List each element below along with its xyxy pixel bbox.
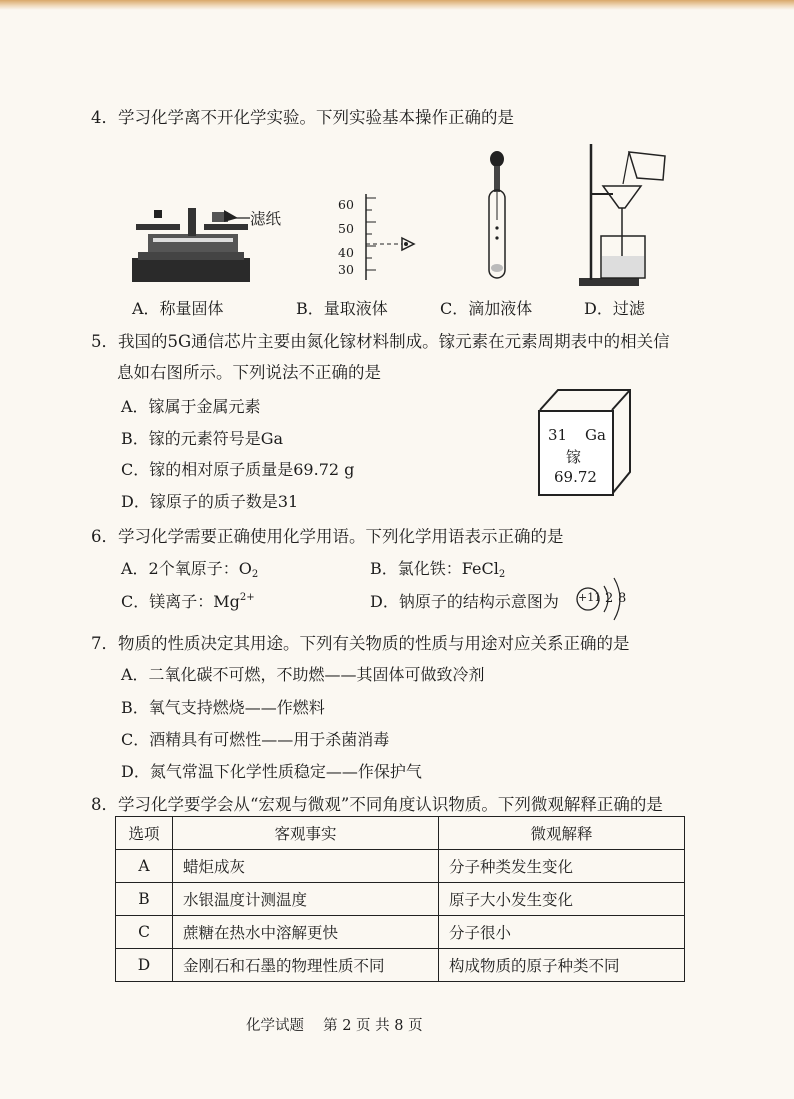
header-option: 选项 xyxy=(116,817,173,850)
row-a-label: A xyxy=(116,850,173,883)
q7-option-c: C．酒精具有可燃性——用于杀菌消毒 xyxy=(121,730,390,749)
row-d-explanation: 构成物质的原子种类不同 xyxy=(439,949,685,982)
table-header-row xyxy=(116,817,685,850)
q7-stem: 7．物质的性质决定其用途。下列有关物质的性质与用途对应关系正确的是 xyxy=(91,634,630,653)
balance-illustration xyxy=(128,200,258,285)
page-edge xyxy=(0,0,794,10)
table-row xyxy=(116,850,685,883)
header-fact: 客观事实 xyxy=(173,817,439,850)
q5-option-a: A．镓属于金属元素 xyxy=(121,397,261,416)
q5-option-d: D．镓原子的质子数是31 xyxy=(121,492,299,511)
sodium-shell-2: 8 xyxy=(618,591,627,606)
tick-40: 40 xyxy=(338,245,354,260)
filter-paper-label: 滤纸 xyxy=(250,210,282,228)
q6-option-a: A．2个氧原子：$O_2$ xyxy=(121,559,259,580)
element-name: 镓 xyxy=(566,448,582,466)
q8-stem: 8．学习化学要学会从“宏观与微观”不同角度认识物质。下列微观解释正确的是 xyxy=(91,795,663,814)
row-b-label: B xyxy=(116,883,173,916)
q6-option-b: B．氯化铁：FeCl$_2$ xyxy=(370,559,506,580)
element-number: 31 xyxy=(548,426,568,444)
filtration-apparatus xyxy=(575,140,675,288)
tick-50: 50 xyxy=(338,221,354,236)
q4-option-a: A．称量固体 xyxy=(132,299,224,318)
row-b-explanation: 原子大小发生变化 xyxy=(439,883,685,916)
q6-option-d: D．钠原子的结构示意图为 xyxy=(370,592,559,611)
row-b-fact: 水银温度计测温度 xyxy=(173,883,439,916)
row-d-label: D xyxy=(116,949,173,982)
filter-paper-pointer xyxy=(230,215,252,221)
row-d-fact: 金刚石和石墨的物理性质不同 xyxy=(173,949,439,982)
row-a-explanation: 分子种类发生变化 xyxy=(439,850,685,883)
row-c-explanation: 分子很小 xyxy=(439,916,685,949)
q8-table xyxy=(115,816,685,982)
sodium-nucleus: +11 xyxy=(578,591,602,604)
table-row xyxy=(116,883,685,916)
row-a-fact: 蜡炬成灰 xyxy=(173,850,439,883)
tick-60: 60 xyxy=(338,197,354,212)
q4-stem: 4．学习化学离不开化学实验。下列实验基本操作正确的是 xyxy=(91,108,514,127)
sodium-shell-1: 2 xyxy=(605,591,614,606)
q7-option-a: A．二氧化碳不可燃，不助燃——其固体可做致冷剂 xyxy=(121,665,485,684)
element-mass: 69.72 xyxy=(554,468,597,486)
q4-option-b: B．量取液体 xyxy=(296,299,388,318)
q4-option-d: D．过滤 xyxy=(584,299,645,318)
q5-option-b: B．镓的元素符号是Ga xyxy=(121,429,284,448)
row-c-fact: 蔗糖在热水中溶解更快 xyxy=(173,916,439,949)
row-c-label: C xyxy=(116,916,173,949)
table-row xyxy=(116,916,685,949)
q4-option-c: C．滴加液体 xyxy=(440,299,533,318)
q5-stem-line2: 息如右图所示。下列说法不正确的是 xyxy=(117,363,381,382)
page-footer: 化学试题 第 2 页 共 8 页 xyxy=(246,1018,423,1034)
q5-option-c: C．镓的相对原子质量是69.72 g xyxy=(121,460,355,479)
q6-stem: 6．学习化学需要正确使用化学用语。下列化学用语表示正确的是 xyxy=(91,527,564,546)
q6-option-c: C．镁离子：$Mg^{2+}$ xyxy=(121,592,255,611)
header-explanation: 微观解释 xyxy=(439,817,685,850)
tick-30: 30 xyxy=(338,262,354,277)
element-symbol: Ga xyxy=(585,426,606,444)
q7-option-d: D．氮气常温下化学性质稳定——作保护气 xyxy=(121,762,422,781)
dropper-test-tube xyxy=(480,150,520,285)
q7-option-b: B．氧气支持燃烧——作燃料 xyxy=(121,698,325,717)
table-row xyxy=(116,949,685,982)
q5-stem-line1: 5．我国的5G通信芯片主要由氮化镓材料制成。镓元素在元素周期表中的相关信 xyxy=(91,332,670,351)
